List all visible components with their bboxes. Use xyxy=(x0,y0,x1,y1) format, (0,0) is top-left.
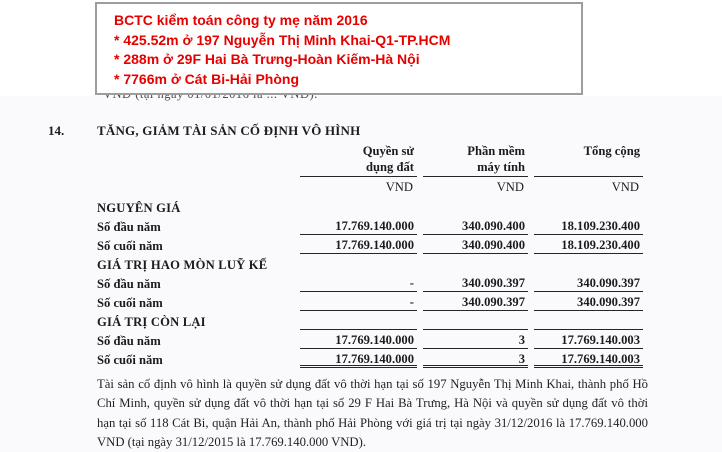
cell-value: 340.090.397 xyxy=(423,274,528,292)
cell-value: 17.769.140.000 xyxy=(300,331,417,349)
cell-value: - xyxy=(300,274,417,292)
section-row-cost xyxy=(97,197,643,216)
unit-label: VND xyxy=(611,180,639,194)
cell-value: 18.109.230.400 xyxy=(534,236,643,254)
section-row-net-value xyxy=(97,311,643,330)
annotation-bullet: * 288m ở 29F Hai Bà Trưng-Hoàn Kiếm-Hà Nội xyxy=(114,51,420,67)
note-paragraph: Tài sản cố định vô hình là quyền sử dụng đất vô thời hạn tại số 197 Nguyễn Thị Minh Khai, thành phố Hồ Chí Minh, quyền sử dụng đất vô thời hạn tại số 29 F Hai Bà Trưng, Hà Nội và quyền sử dụng đất vô thời hạn tại số 118 Cát Bi, quận Hải An, thành phố Hải Phòng với giá trị tại ngày 31/12/2016 là 17.769.140.000 VND (tại ngày 31/12/2015 là 17.769.140.000 VND). xyxy=(97,377,648,449)
cell-value: 340.090.397 xyxy=(534,293,643,311)
row-label: Số đầu năm xyxy=(97,334,161,348)
table-header-row xyxy=(97,139,643,177)
cell-value: 17.769.140.000 xyxy=(300,236,417,254)
table-row xyxy=(97,292,643,311)
row-label: Số đầu năm xyxy=(97,277,161,291)
cell-value: 3 xyxy=(423,350,528,368)
annotation-bullet: * 7766m ở Cát Bi-Hải Phòng xyxy=(114,70,299,87)
document-page xyxy=(0,96,722,452)
section-number: 14. xyxy=(48,123,65,138)
table-row xyxy=(97,273,643,292)
cell-value: 18.109.230.400 xyxy=(534,217,643,235)
annotation-bullet: * 425.52m ở 197 Nguyễn Thị Minh Khai-Q1-TP.HCM xyxy=(114,31,451,48)
column-header-software: Phần mềm máy tính xyxy=(423,141,528,177)
cell-value: 17.769.140.000 xyxy=(300,217,417,235)
table-row xyxy=(97,330,643,349)
annotation-box xyxy=(95,2,583,95)
cell-value: 340.090.397 xyxy=(423,293,528,311)
unit-row xyxy=(97,177,643,197)
table-row xyxy=(97,349,643,368)
section-row-depreciation xyxy=(97,254,643,273)
table-row xyxy=(97,235,643,254)
row-label: Số cuối năm xyxy=(97,296,163,310)
section-label: GIÁ TRỊ CÒN LẠI xyxy=(97,315,206,329)
cell-value: 340.090.397 xyxy=(534,274,643,292)
cell-value: 17.769.140.003 xyxy=(534,350,643,368)
section-label: GIÁ TRỊ HAO MÒN LUỸ KẾ xyxy=(97,258,268,272)
cell-value: 3 xyxy=(423,331,528,349)
row-label: Số cuối năm xyxy=(97,239,163,253)
column-header-land: Quyền sử dụng đất xyxy=(300,141,417,177)
clipped-text-line xyxy=(103,96,403,105)
cell-value: 340.090.400 xyxy=(423,236,528,254)
cell-value: 17.769.140.000 xyxy=(300,350,417,368)
table-row xyxy=(97,216,643,235)
intangible-assets-table xyxy=(97,139,643,368)
section-title: TĂNG, GIẢM TÀI SẢN CỐ ĐỊNH VÔ HÌNH xyxy=(97,123,361,138)
cell-value: - xyxy=(300,293,417,311)
cell-value: 340.090.400 xyxy=(423,217,528,235)
column-header-total: Tổng cộng xyxy=(534,141,643,177)
cell-value: 17.769.140.003 xyxy=(534,331,643,349)
section-label: NGUYÊN GIÁ xyxy=(97,201,181,215)
annotation-title: BCTC kiểm toán công ty mẹ năm 2016 xyxy=(114,12,368,28)
row-label: Số đầu năm xyxy=(97,220,161,234)
row-label: Số cuối năm xyxy=(97,353,163,367)
unit-label: VND xyxy=(496,180,524,194)
unit-label: VND xyxy=(385,180,413,194)
